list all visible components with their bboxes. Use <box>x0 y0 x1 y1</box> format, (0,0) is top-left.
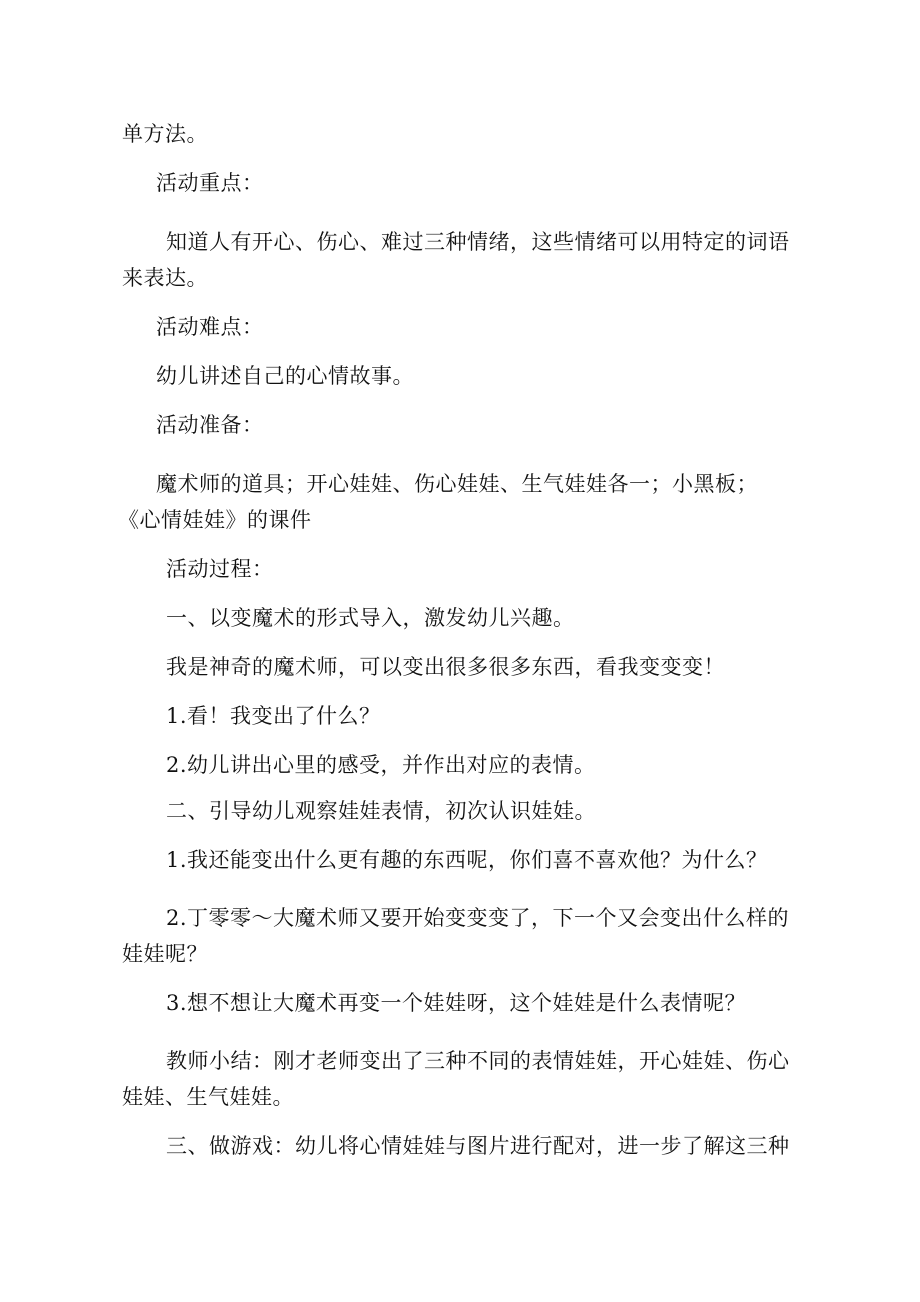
section-heading-process: 活动过程： <box>166 557 274 581</box>
text-line: 《心情娃娃》的课件 <box>118 508 312 532</box>
text-line: 3.想不想让大魔术再变一个娃娃呀，这个娃娃是什么表情呢？ <box>166 991 747 1015</box>
text-line: 来表达。 <box>122 266 208 290</box>
text-line: 三、做游戏：幼儿将心情娃娃与图片进行配对，进一步了解这三种 <box>166 1134 790 1158</box>
section-heading-difficult-points: 活动难点： <box>156 315 264 339</box>
text-line: 一、以变魔术的形式导入，激发幼儿兴趣。 <box>166 606 575 630</box>
text-line: 单方法。 <box>122 122 208 146</box>
text-line: 魔术师的道具；开心娃娃、伤心娃娃、生气娃娃各一；小黑板； <box>156 472 758 496</box>
text-line: 2.幼儿讲出心里的感受，并作出对应的表情。 <box>166 753 596 777</box>
section-heading-preparation: 活动准备： <box>156 413 264 437</box>
text-line: 幼儿讲述自己的心情故事。 <box>156 364 414 388</box>
text-line: 我是神奇的魔术师，可以变出很多很多东西，看我变变变！ <box>166 655 725 679</box>
text-line: 娃娃呢？ <box>122 942 208 966</box>
text-line: 1.看！我变出了什么？ <box>166 704 381 728</box>
section-heading-key-points: 活动重点： <box>156 171 264 195</box>
text-line: 1.我还能变出什么更有趣的东西呢，你们喜不喜欢他？为什么？ <box>166 848 768 872</box>
text-line: 教师小结：刚才老师变出了三种不同的表情娃娃，开心娃娃、伤心 <box>166 1049 790 1073</box>
text-line: 二、引导幼儿观察娃娃表情，初次认识娃娃。 <box>166 799 596 823</box>
text-line: 娃娃、生气娃娃。 <box>122 1085 294 1109</box>
text-line: 2.丁零零～大魔术师又要开始变变变了，下一个又会变出什么样的 <box>166 906 790 930</box>
text-line: 知道人有开心、伤心、难过三种情绪，这些情绪可以用特定的词语 <box>166 230 790 254</box>
